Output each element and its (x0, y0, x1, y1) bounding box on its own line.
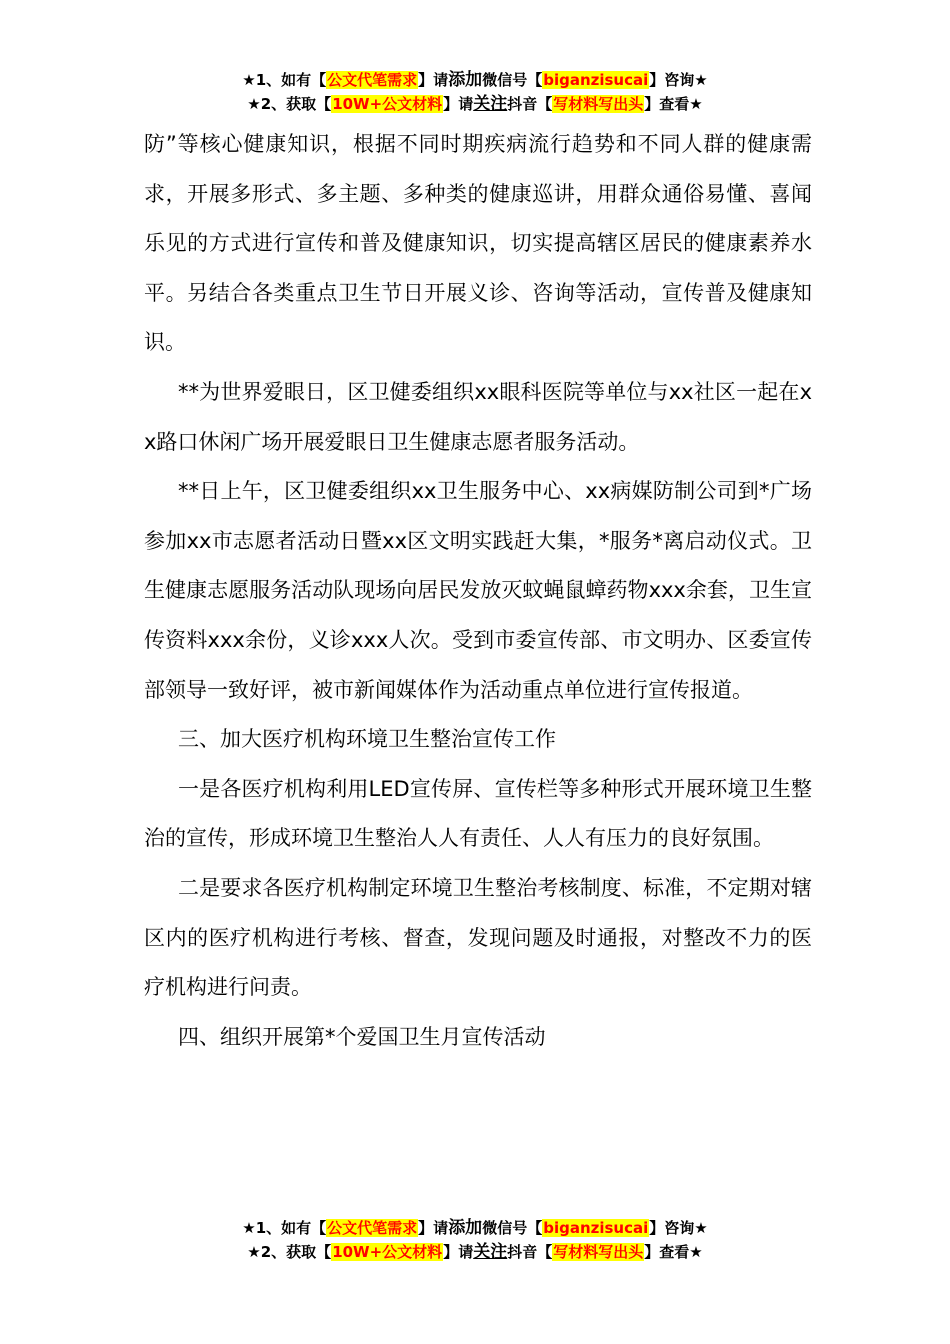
banner-highlight: 公文代笔需求 (327, 1219, 418, 1237)
banner-highlight-wechat: biganzisucai (543, 71, 649, 89)
banner-text: 微信号【 (482, 71, 543, 89)
banner-emphasis: 添加 (448, 1218, 483, 1238)
banner-text: 】查看★ (644, 1243, 703, 1261)
paragraph-health-knowledge: 防”等核心健康知识，根据不同时期疾病流行趋势和不同人群的健康需求，开展多形式、多主题、多种类的健康巡讲，用群众通俗易懂、喜闻乐见的方式进行宣传和普及健康知识，切实提高辖区居民的健康素养水平。另结合各类重点卫生节日开展义诊、咨询等活动，宣传普及健康知识。 (144, 132, 812, 355)
paragraph-point-2: 二是要求各医疗机构制定环境卫生整治考核制度、标准，不定期对辖区内的医疗机构进行考核、督查，发现问题及时通报，对整改不力的医疗机构进行问责。 (144, 875, 812, 1000)
banner-text: 抖音【 (507, 95, 553, 113)
banner-emphasis: 关注 (473, 1242, 508, 1262)
banner-line-2 (0, 92, 950, 116)
banner-text: ★1、如有【 (242, 71, 327, 89)
banner-text: 】请 (418, 71, 449, 89)
header-banner (0, 68, 950, 116)
banner-text: 】咨询★ (649, 71, 708, 89)
banner-text: 】请 (418, 1219, 449, 1237)
banner-text: 】请 (443, 95, 474, 113)
banner-emphasis: 关注 (473, 94, 508, 114)
document-body (144, 120, 812, 1062)
banner-emphasis: 添加 (448, 70, 483, 90)
banner-line-1 (0, 1216, 950, 1240)
banner-highlight-douyin: 写材料写出头 (553, 1243, 644, 1261)
section-heading-4: 四、组织开展第*个爱国卫生月宣传活动 (178, 1024, 546, 1049)
paragraph-point-1: 一是各医疗机构利用LED宣传屏、宣传栏等多种形式开展环境卫生整治的宣传，形成环境卫生整治人人有责任、人人有压力的良好氛围。 (144, 776, 812, 851)
banner-line-1 (0, 68, 950, 92)
paragraph-eye-care-day: **为世界爱眼日，区卫健委组织xx眼科医院等单位与xx社区一起在xx路口休闲广场开展爱眼日卫生健康志愿者服务活动。 (144, 379, 812, 454)
banner-text: 】查看★ (644, 95, 703, 113)
section-heading-3: 三、加大医疗机构环境卫生整治宣传工作 (178, 727, 556, 752)
banner-text: ★2、获取【 (247, 1243, 332, 1261)
banner-text: ★1、如有【 (242, 1219, 327, 1237)
banner-line-2 (0, 1240, 950, 1264)
banner-text: ★2、获取【 (247, 95, 332, 113)
banner-text: 】咨询★ (649, 1219, 708, 1237)
banner-text: 】请 (443, 1243, 474, 1261)
banner-highlight: 10W+公文材料 (332, 1243, 443, 1261)
banner-text: 抖音【 (507, 1243, 553, 1261)
footer-banner (0, 1216, 950, 1264)
banner-highlight-douyin: 写材料写出头 (553, 95, 644, 113)
banner-highlight-wechat: biganzisucai (543, 1219, 649, 1237)
banner-text: 微信号【 (482, 1219, 543, 1237)
banner-highlight: 公文代笔需求 (327, 71, 418, 89)
paragraph-volunteer-activity: **日上午，区卫健委组织xx卫生服务中心、xx病媒防制公司到*广场参加xx市志愿者活动日暨xx区文明实践赶大集，*服务*离启动仪式。卫生健康志愿服务活动队现场向居民发放灭蚊蝇鼠蟑药物xxx余套，卫生宣传资料xxx余份，义诊xxx人次。受到市委宣传部、市文明办、区委宣传部领导一致好评，被市新闻媒体作为活动重点单位进行宣传报道。 (144, 479, 812, 702)
banner-highlight: 10W+公文材料 (332, 95, 443, 113)
